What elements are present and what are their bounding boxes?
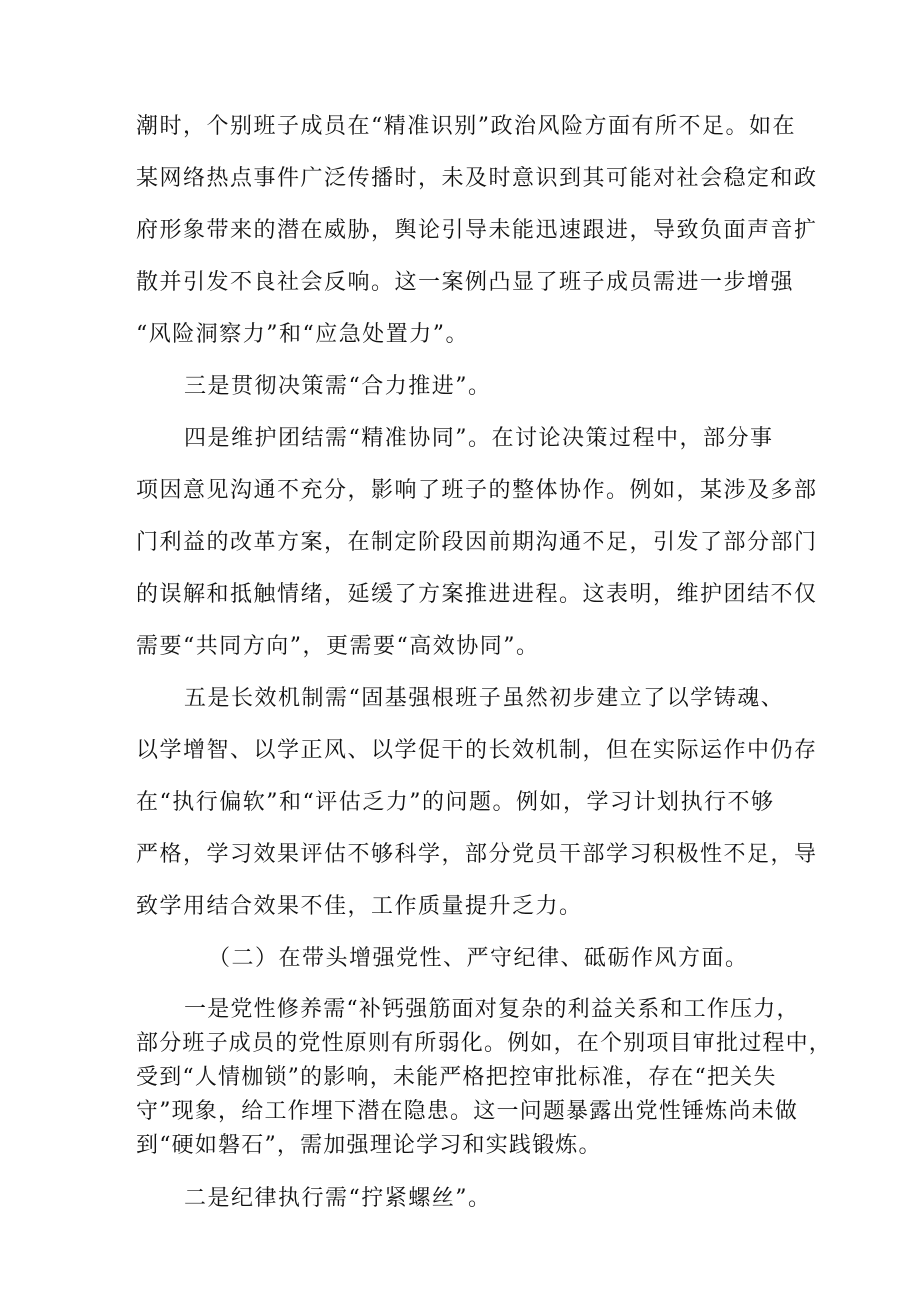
- paragraph-line: 需要“共同方向”，更需要“高效协同”。: [136, 634, 540, 659]
- paragraph-line: 受到“人情枷锁”的影响，未能严格把控审批标准，存在“把关失: [136, 1065, 777, 1090]
- section-heading: （二）在带头增强党性、严守纪律、砥砺作风方面。: [208, 946, 749, 971]
- paragraph-line: 散并引发不良社会反响。这一案例凸显了班子成员需进一步增强: [136, 270, 795, 295]
- paragraph-line: 严格，学习效果评估不够科学，部分党员干部学习积极性不足，导: [136, 842, 818, 867]
- paragraph-line: 四是维护团结需“精准协同”。在讨论决策过程中，部分事: [184, 426, 774, 451]
- paragraph-line: 门利益的改革方案，在制定阶段因前期沟通不足，引发了部分部门: [136, 530, 818, 555]
- paragraph-line: “风险洞察力”和“应急处置力”。: [136, 322, 469, 347]
- paragraph-line: 一是党性修养需“补钙强筋面对复杂的利益关系和工作压力，: [184, 997, 800, 1022]
- paragraph-line: 项因意见沟通不充分，影响了班子的整体协作。例如，某涉及多部: [136, 478, 818, 503]
- paragraph-line: 致学用结合效果不佳，工作质量提升乏力。: [136, 894, 583, 919]
- paragraph-line: 某网络热点事件广泛传播时，未及时意识到其可能对社会稳定和政: [136, 166, 818, 191]
- paragraph-line: 以学增智、以学正风、以学促干的长效机制，但在实际运作中仍存: [136, 738, 818, 763]
- paragraph-line: 的误解和抵触情绪，延缓了方案推进进程。这表明，维护团结不仅: [136, 582, 818, 607]
- paragraph-line: 潮时，个别班子成员在“精准识别”政治风险方面有所不足。如在: [136, 114, 796, 139]
- paragraph-line: 五是长效机制需“固基强根班子虽然初步建立了以学铸魂、: [184, 686, 785, 711]
- paragraph-line: 府形象带来的潜在威胁，舆论引导未能迅速跟进，导致负面声音扩: [136, 218, 818, 243]
- paragraph-line: 到“硬如磐石”，需加强理论学习和实践锻炼。: [136, 1133, 602, 1158]
- paragraph-line: 在“执行偏软”和“评估乏力”的问题。例如，学习计划执行不够: [136, 790, 775, 815]
- paragraph-line: 守”现象，给工作埋下潜在隐患。这一问题暴露出党性锤炼尚未做: [136, 1099, 799, 1124]
- paragraph-line: 二是纪律执行需“拧紧螺丝”。: [184, 1186, 492, 1211]
- paragraph-line: 部分班子成员的党性原则有所弱化。例如，在个别项目审批过程中，: [136, 1031, 833, 1056]
- paragraph-line: 三是贯彻决策需“合力推进”。: [184, 374, 492, 399]
